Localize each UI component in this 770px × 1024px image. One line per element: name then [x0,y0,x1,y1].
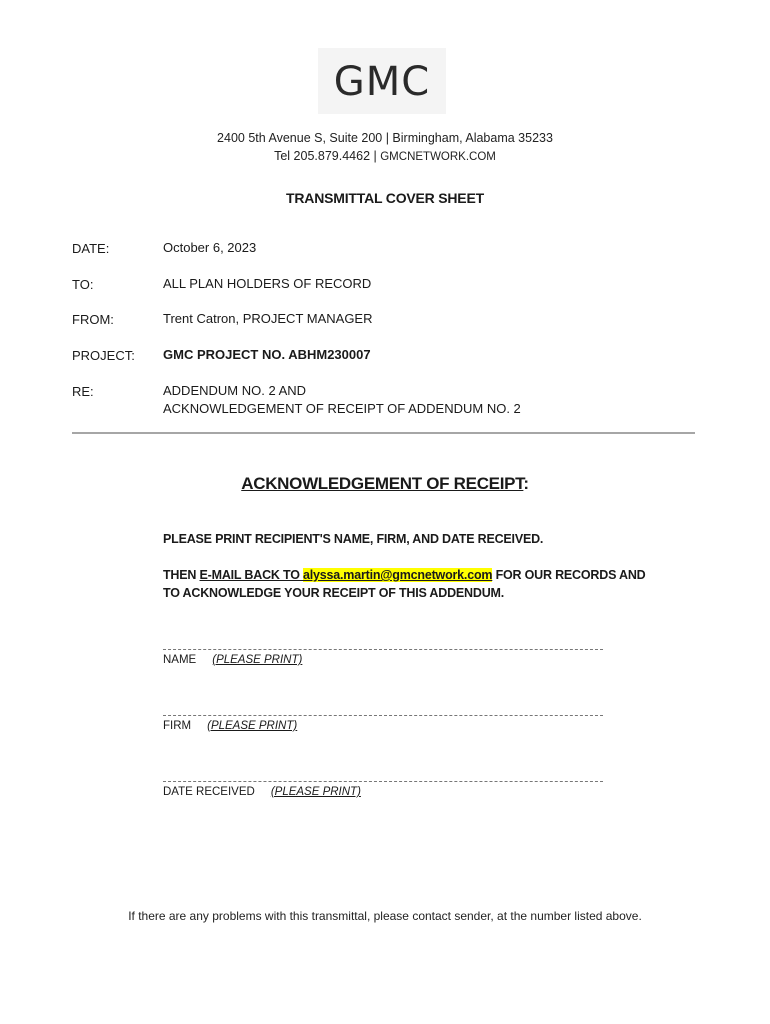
firm-signature-line[interactable] [163,715,603,717]
acknowledgement-heading-text: ACKNOWLEDGEMENT OF RECEIPT [241,474,524,493]
name-label: NAME [163,654,197,666]
instruction-print: PLEASE PRINT RECIPIENT'S NAME, FIRM, AND DATE RECEIVED. [163,532,544,546]
instruction-email-prefix: THEN [163,568,200,582]
acknowledgement-heading [0,474,770,494]
footer-note: If there are any problems with this transmittal, please contact sender, at the number listed above. [128,909,642,923]
date-received-field-label [163,786,361,798]
company-logo [318,48,446,114]
logo-text: GMC [333,59,431,105]
from-value: Trent Catron, PROJECT MANAGER [163,311,373,326]
name-signature-line[interactable] [163,649,603,651]
date-received-signature-line[interactable] [163,781,603,783]
name-field-label [163,654,302,666]
re-label: RE: [72,384,94,399]
from-label: FROM: [72,312,114,327]
instruction-email [163,566,646,584]
company-address: 2400 5th Avenue S, Suite 200 | Birmingham, Alabama 35233 [217,131,553,145]
firm-print-note: (PLEASE PRINT) [207,720,298,732]
project-label: PROJECT: [72,348,135,363]
project-value: GMC PROJECT NO. ABHM230007 [163,347,371,362]
date-received-print-note: (PLEASE PRINT) [270,786,361,798]
document-title: TRANSMITTAL COVER SHEET [286,190,484,206]
re-value-line1: ADDENDUM NO. 2 AND [163,383,307,398]
to-label: TO: [72,277,94,292]
company-website: GMCNETWORK.COM [380,151,496,163]
name-print-note: (PLEASE PRINT) [212,654,303,666]
to-value: ALL PLAN HOLDERS OF RECORD [163,276,372,291]
instruction-acknowledge: TO ACKNOWLEDGE YOUR RECEIPT OF THIS ADDENDUM. [163,586,505,600]
instruction-email-link-text: E-MAIL BACK TO [199,568,303,582]
date-received-label: DATE RECEIVED [163,786,255,798]
company-phone: Tel 205.879.4462 | [274,149,377,163]
acknowledgement-heading-colon: : [523,474,529,493]
company-contact [0,149,770,163]
re-value-line2: ACKNOWLEDGEMENT OF RECEIPT OF ADDENDUM NO. 2 [163,401,521,416]
section-divider [72,432,695,434]
email-link[interactable]: alyssa.martin@gmcnetwork.com [303,568,493,582]
date-label: DATE: [72,241,110,256]
date-value: October 6, 2023 [163,240,257,255]
instruction-email-suffix: FOR OUR RECORDS AND [492,568,646,582]
firm-field-label [163,720,297,732]
firm-label: FIRM [163,720,192,732]
